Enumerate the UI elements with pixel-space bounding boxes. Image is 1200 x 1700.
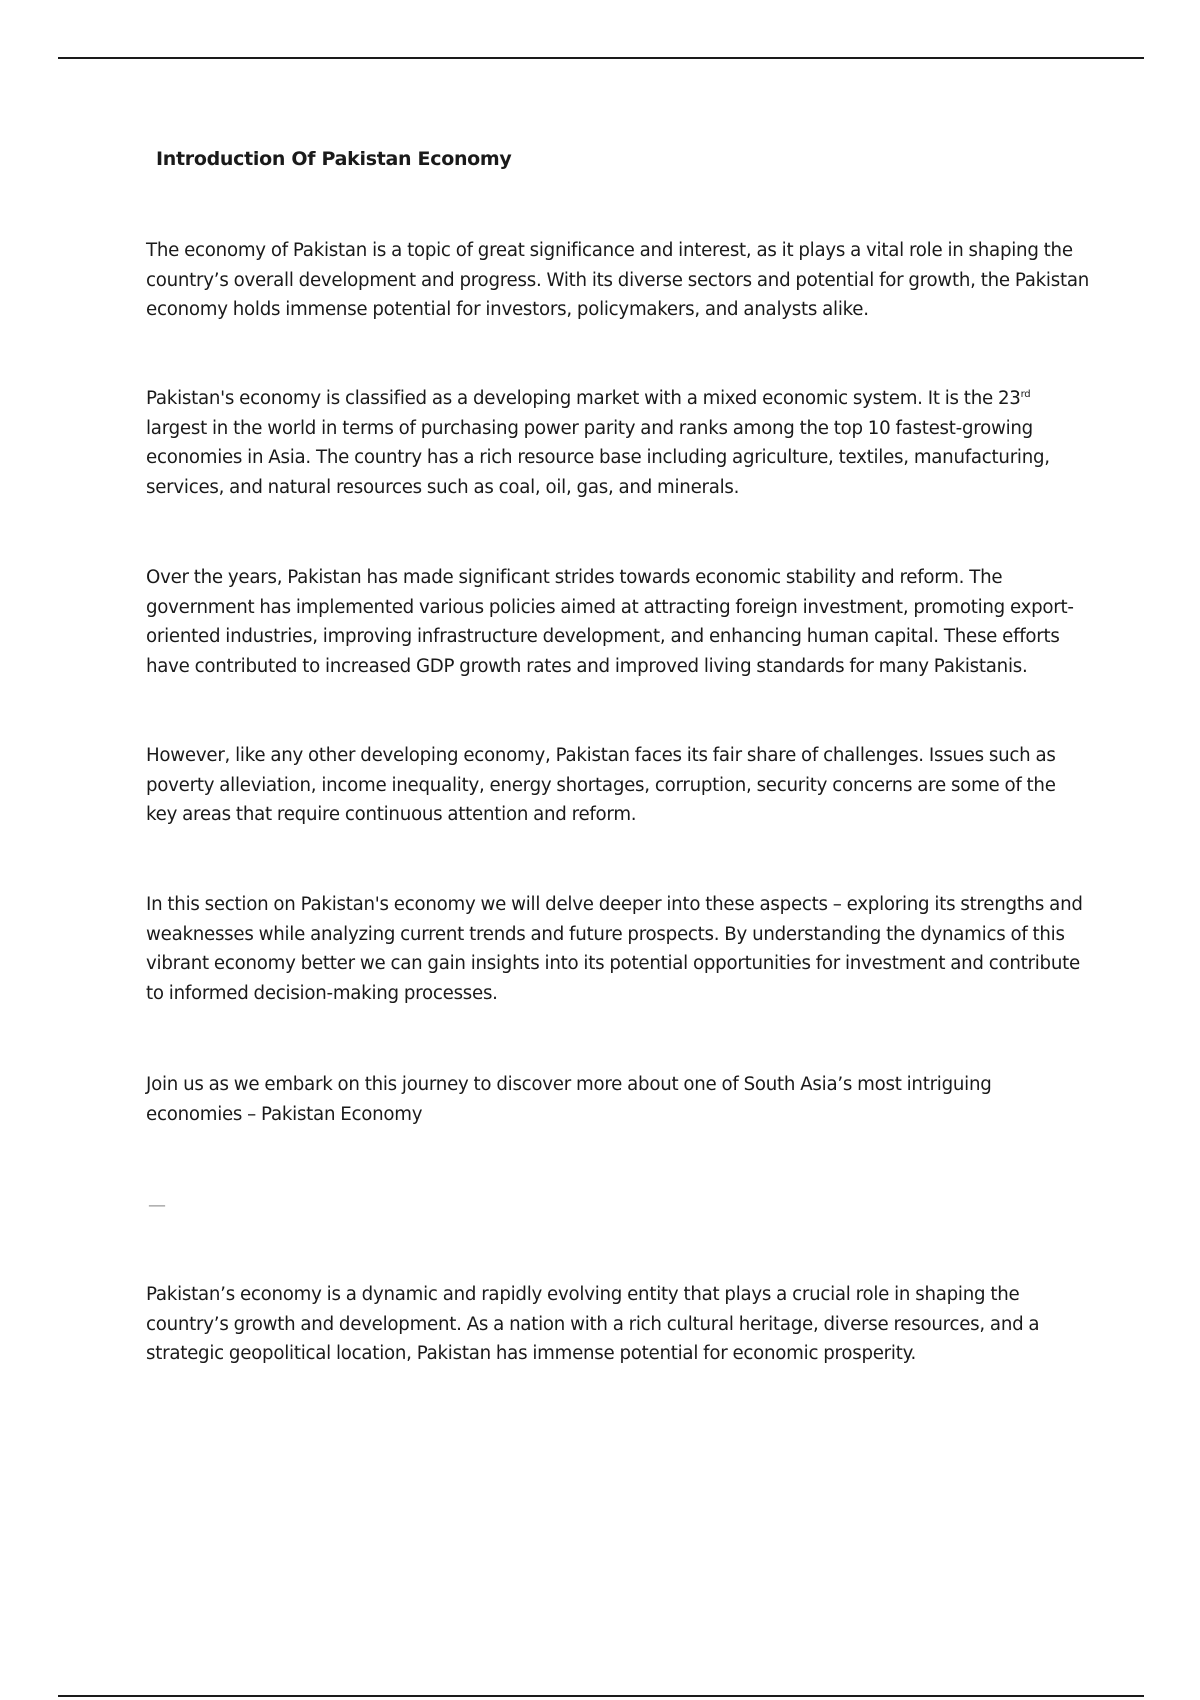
paragraph-section-overview: In this section on Pakistan's economy we will delve deeper into these aspects – exploring its strengths and weaknesses while analyzing current trends and future prospects. By understanding the dynamics of this vibrant economy better we can gain insights into its potential opportunities for investment and contribute to informed decision-making processes. [146,894,1083,1004]
header-rule [58,57,1144,59]
paragraph-invitation: Join us as we embark on this journey to discover more about one of South Asia’s most intriguing economies – Pakistan Economy [146,1074,992,1125]
section-separator: — [148,1195,166,1216]
document-title: Introduction Of Pakistan Economy [156,148,512,170]
paragraph-reforms: Over the years, Pakistan has made significant strides towards economic stability and reform. The government has implemented various policies aimed at attracting foreign investment, promoting export-oriented industries, improving infrastructure development, and enhancing human capital. These efforts have contributed to increased GDP growth rates and improved living standards for many Pakistanis. [146,567,1074,677]
ordinal-superscript: rd [1020,388,1031,400]
paragraph-dynamic-economy: Pakistan’s economy is a dynamic and rapidly evolving entity that plays a crucial role in shaping the country’s growth and development. As a nation with a rich cultural heritage, diverse resources, and a strategic geopolitical location, Pakistan has immense potential for economic prosperity. [146,1284,1040,1365]
footer-rule [58,1695,1144,1697]
paragraph-classification-end: largest in the world in terms of purchasing power parity and ranks among the top 10 fastest-growing economies in Asia. The country has a rich resource base including agriculture, textiles, manufacturing, services, and natural resources such as coal, oil, gas, and minerals. [146,417,1050,498]
paragraph-classification [146,384,1091,502]
paragraph-intro: The economy of Pakistan is a topic of great significance and interest, as it plays a vital role in shaping the country’s overall development and progress. With its diverse sectors and potential for growth, the Pakistan economy holds immense potential for investors, policymakers, and analysts alike. [146,240,1090,321]
paragraph-classification-start: Pakistan's economy is classified as a developing market with a mixed economic system. It is the 23 [146,388,1021,409]
paragraph-challenges: However, like any other developing economy, Pakistan faces its fair share of challenges. Issues such as poverty alleviation, income inequality, energy shortages, corruption, security concerns are some of the key areas that require continuous attention and reform. [146,745,1056,826]
